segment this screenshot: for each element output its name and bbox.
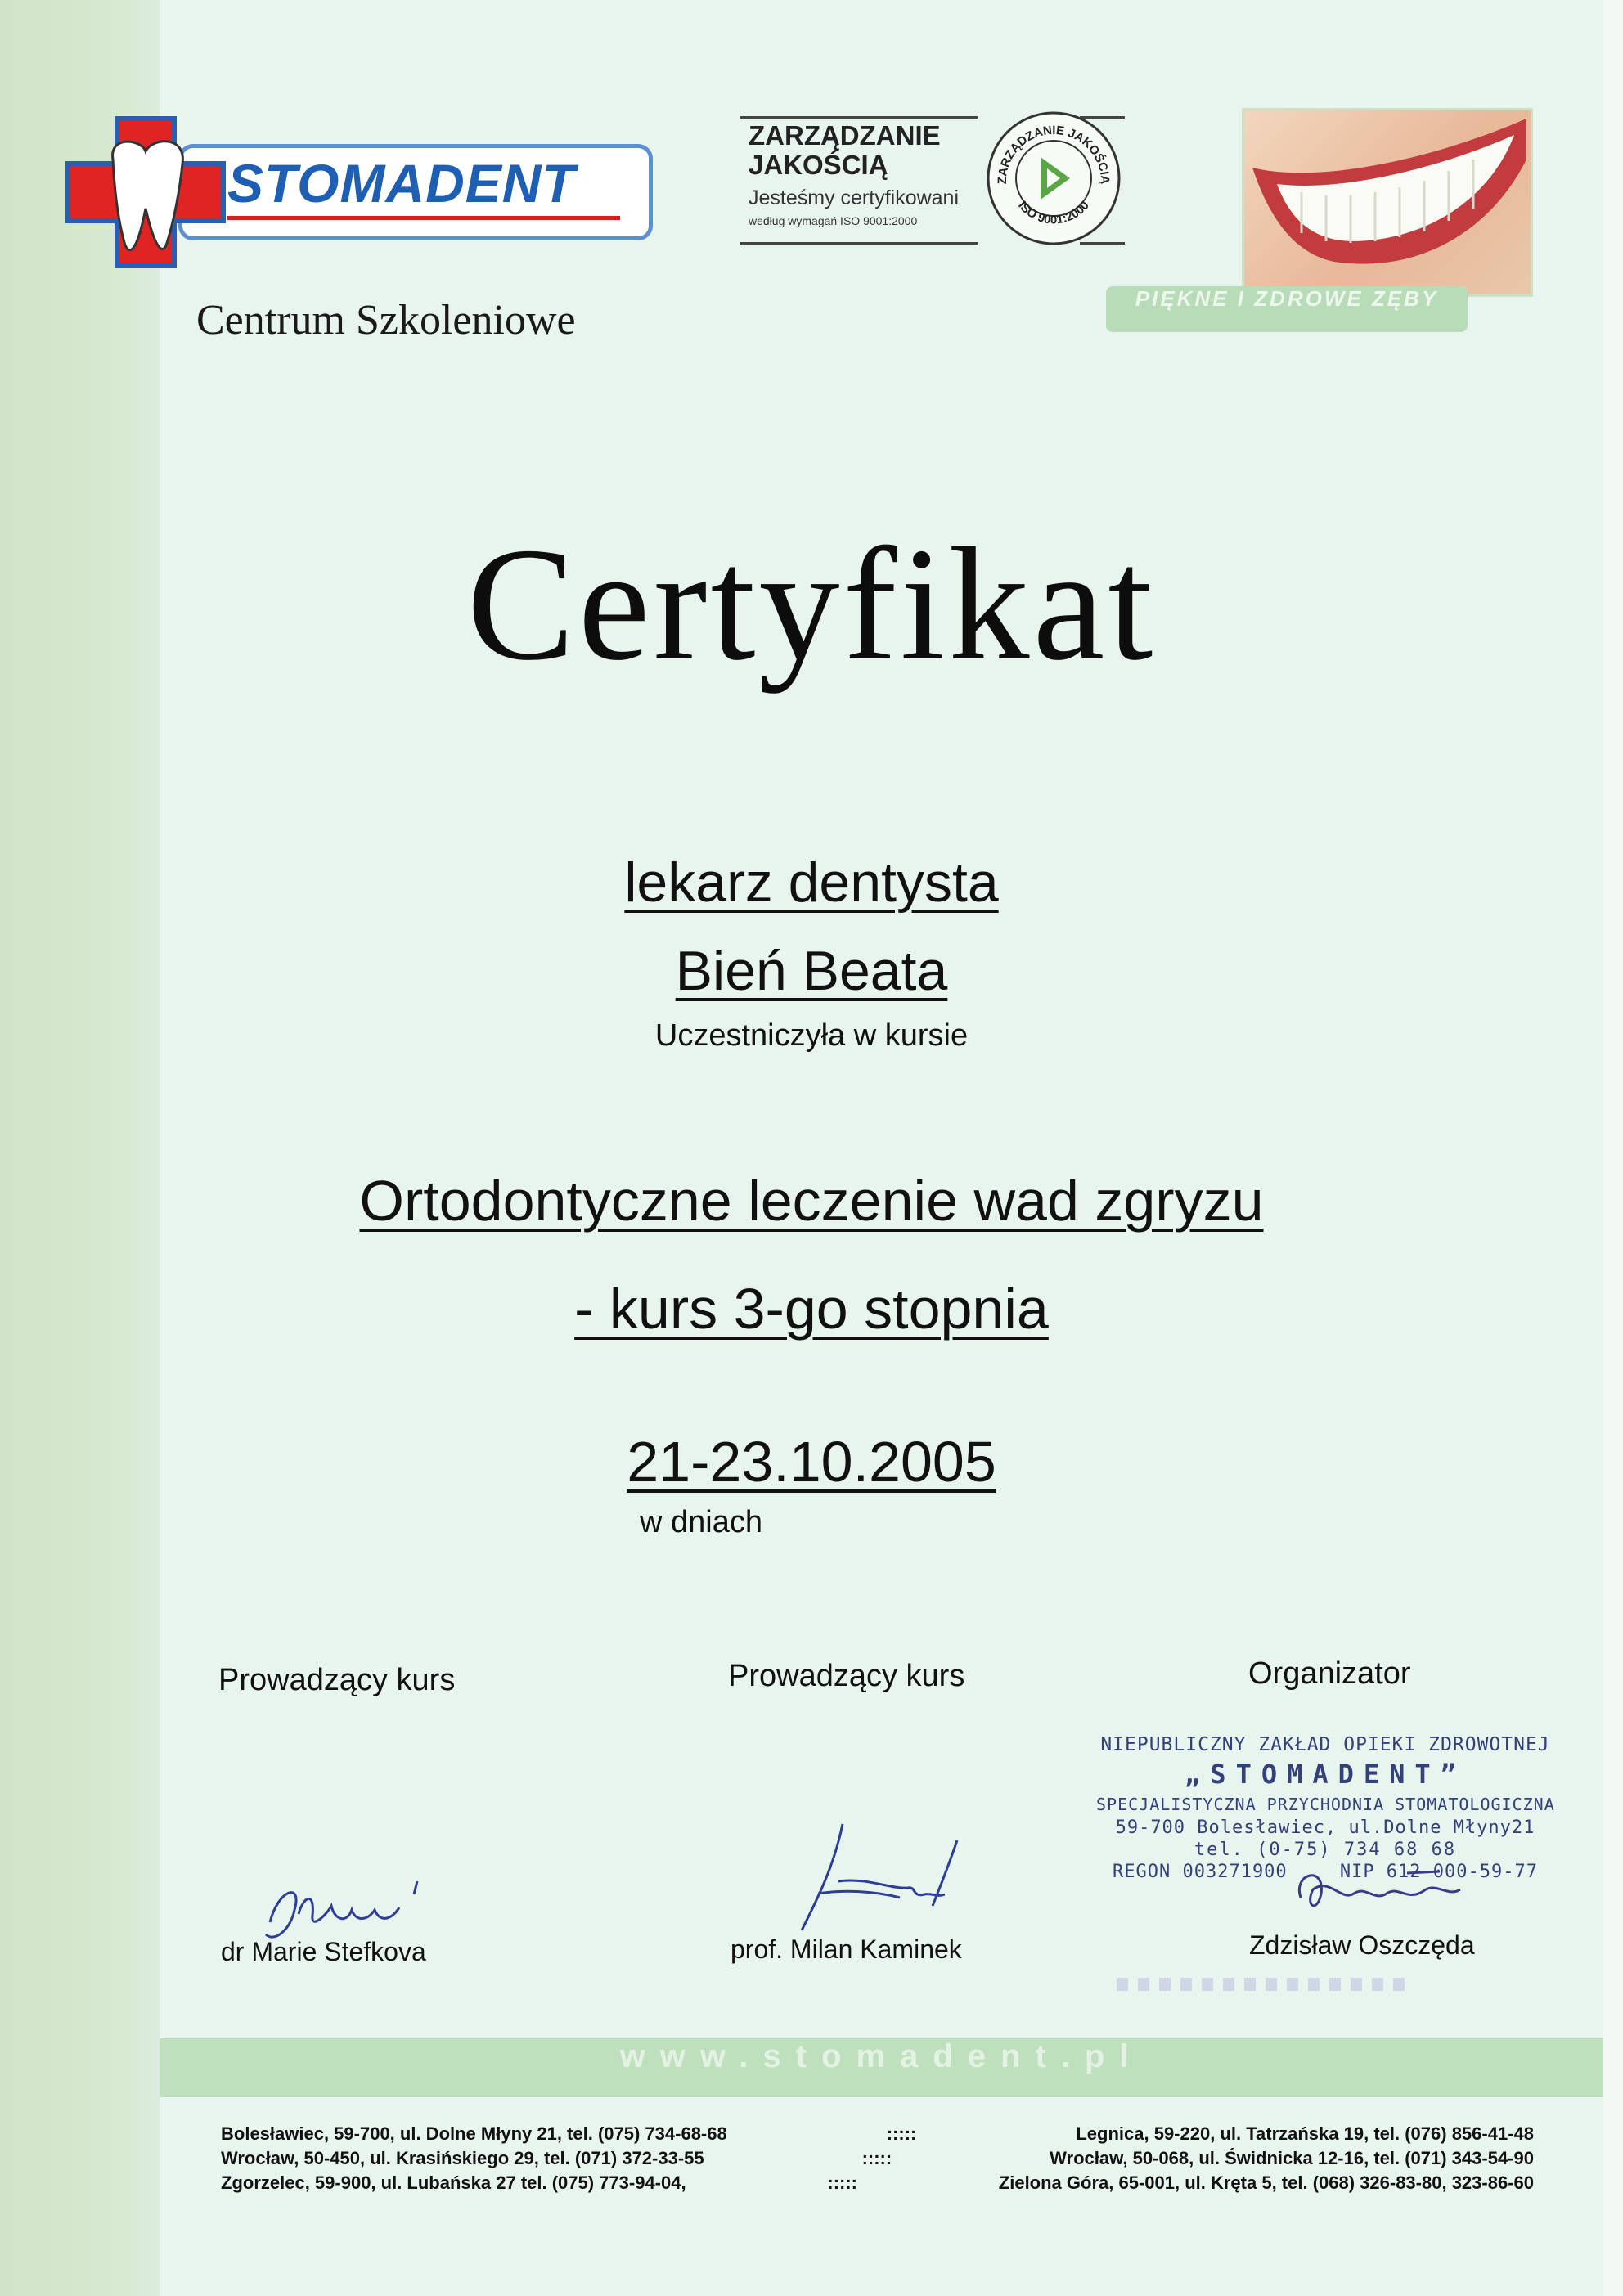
signer-name-3: Zdzisław Oszczęda (1249, 1930, 1475, 1960)
name-text: Bień Beata (675, 940, 948, 1002)
quality-title-line2: JAKOŚCIĄ (749, 150, 888, 180)
paper-edge (1603, 0, 1623, 2296)
signer-name-2: prof. Milan Kaminek (731, 1934, 962, 1964)
address-row-1 (221, 2123, 1534, 2145)
stamp-line-3: SPECJALISTYCZNA PRZYCHODNIA STOMATOLOGICZNA (1096, 1795, 1555, 1814)
course-dates (0, 1429, 1623, 1494)
address-zgorzelec: Zgorzelec, 59-900, ul. Lubańska 27 tel. (075) 773-94-04, (221, 2172, 686, 2193)
stamp-line-1: NIEPUBLICZNY ZAKŁAD OPIEKI ZDROWOTNEJ (1100, 1734, 1550, 1755)
logo-underline (227, 216, 620, 220)
address-separator-1: ::::: (886, 2123, 917, 2144)
signature-oszczeda (1284, 1857, 1497, 1922)
stamp-nip: NIP 612-000-59-77 (1339, 1862, 1538, 1882)
left-green-band (0, 0, 160, 2296)
signature-label-3: Organizator (1248, 1656, 1411, 1691)
participation-text: Uczestniczyła w kursie (654, 1018, 969, 1053)
stamp-line-2: „STOMADENT” (1185, 1759, 1466, 1790)
stamp-line-4: 59-700 Bolesławiec, ul.Dolne Młyny21 (1115, 1817, 1535, 1838)
decorative-dots (1117, 1978, 1411, 1991)
smile-photo (1242, 108, 1533, 297)
seal-bottom-text: ISO 9001:2000 (1015, 198, 1092, 227)
quality-subtitle: Jesteśmy certyfikowani (749, 186, 960, 209)
signature-label-1: Prowadzący kurs (218, 1663, 456, 1697)
course-title-line1 (0, 1168, 1623, 1233)
iso-seal-icon (982, 106, 1125, 249)
address-boleslawiec: Bolesławiec, 59-700, ul. Dolne Młyny 21, tel. (075) 734-68-68 (221, 2123, 727, 2144)
address-wroclaw-2: Wrocław, 50-068, ul. Świdnicka 12-16, tel. (071) 343-54-90 (1050, 2148, 1534, 2168)
address-separator-3: ::::: (827, 2172, 858, 2193)
quality-title-line1: ZARZĄDZANIE (749, 120, 941, 151)
cross-tooth-icon (64, 115, 227, 270)
course-line2-text: - kurs 3-go stopnia (574, 1277, 1049, 1341)
seal-top-text: ZARZĄDZANIE JAKOŚCIĄ (995, 123, 1113, 185)
address-row-2 (221, 2148, 1534, 2169)
signature-label-2: Prowadzący kurs (728, 1659, 965, 1693)
certificate-title: Certyfikat (466, 514, 1157, 694)
address-row-3 (221, 2172, 1534, 2194)
profession-text: lekarz dentysta (624, 851, 999, 914)
address-separator-2: ::::: (861, 2148, 892, 2168)
stamp-regon: REGON 003271900 (1113, 1862, 1288, 1882)
logo-text: STOMADENT (227, 153, 576, 213)
stamp-line-5: tel. (0-75) 734 68 68 (1194, 1840, 1457, 1860)
dates-text: 21-23.10.2005 (627, 1430, 996, 1494)
website-banner: www.stomadent.pl (160, 2038, 1603, 2097)
recipient-profession (0, 851, 1623, 914)
course-title-line2 (0, 1276, 1623, 1341)
quality-title (749, 121, 941, 180)
centrum-label: Centrum Szkoleniowe (196, 297, 576, 344)
quality-rule-bottom (740, 242, 978, 245)
signature-kaminek (769, 1816, 982, 1939)
quality-badge (740, 106, 1125, 254)
signer-name-1: dr Marie Stefkova (221, 1937, 426, 1966)
smile-illustration (1244, 110, 1531, 294)
course-line1-text: Ortodontyczne leczenie wad zgryzu (359, 1169, 1264, 1233)
address-legnica: Legnica, 59-220, ul. Tatrzańska 19, tel. (076) 856-41-48 (1076, 2123, 1534, 2144)
dates-label: w dniach (640, 1505, 762, 1539)
slogan-banner: PIĘKNE I ZDROWE ZĘBY (1106, 286, 1468, 332)
recipient-name (0, 939, 1623, 1003)
address-wroclaw-1: Wrocław, 50-450, ul. Krasińskiego 29, tel. (071) 372-33-55 (221, 2148, 704, 2168)
quality-small-print: według wymagań ISO 9001:2000 (749, 214, 918, 227)
stomadent-logo (64, 115, 653, 270)
quality-rule-top (740, 116, 978, 119)
address-zielona-gora: Zielona Góra, 65-001, ul. Kręta 5, tel. (068) 326-83-80, 323-86-60 (998, 2172, 1534, 2193)
